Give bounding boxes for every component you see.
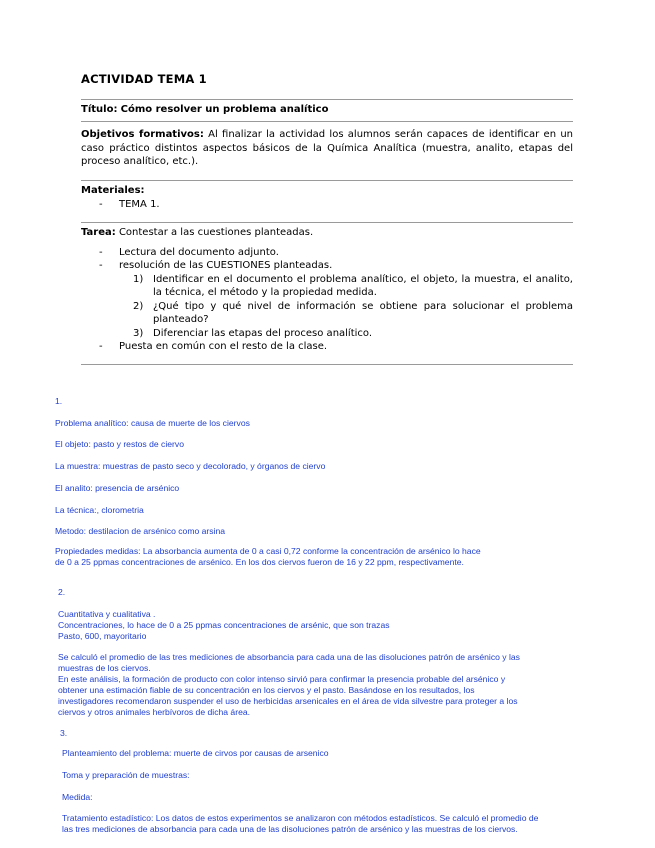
divider: [81, 121, 573, 122]
list-text: ¿Qué tipo y qué nivel de información se obtiene para solucionar el problema planteado?: [153, 300, 573, 325]
tarea-text: Contestar a las cuestiones planteadas.: [118, 227, 314, 238]
list-number: 2): [133, 300, 144, 312]
answer-2-line: Pasto, 600, mayoritario: [58, 631, 147, 641]
answer-2-paragraph: En este análisis, la formación de producto con color intenso sirvió para confirmar la presencia probable del arsénico y: [58, 674, 506, 684]
answer-problema: Problema analítico: causa de muerte de los ciervos: [55, 418, 250, 428]
answer-2-paragraph: investigadores recomendaron suspender el uso de herbicidas arsenicales en el área de vida silvestre para proteger a los: [58, 696, 518, 706]
titulo-row: [81, 103, 573, 117]
section-3-number: 3.: [60, 728, 68, 738]
answer-2-paragraph: muestras de los ciervos.: [58, 663, 151, 673]
answer-medida: Medida:: [62, 792, 93, 802]
answer-propiedades-1: Propiedades medidas: La absorbancia aumenta de 0 a casi 0,72 conforme la concentración de arsénico lo hace: [55, 546, 481, 556]
answer-tratamiento-1: Tratamiento estadístico: Los datos de estos experimentos se analizaron con métodos estadísticos. Se calculó el promedio de: [62, 813, 539, 823]
list-number: 3): [133, 327, 144, 339]
divider: [81, 180, 573, 181]
list-number: 1): [133, 273, 144, 285]
divider: [81, 222, 573, 223]
divider: [81, 364, 573, 365]
list-item: - Puesta en común con el resto de la clase.: [81, 340, 573, 354]
tarea-block: [81, 226, 573, 354]
materiales-block: [81, 184, 573, 211]
answer-2-paragraph: Se calculó el promedio de las tres mediciones de absorbancia para cada una de las disoluciones patrón de arsénico y las: [58, 652, 520, 662]
objetivos-block: [81, 128, 573, 169]
list-item: [81, 273, 573, 300]
tarea-list: [81, 246, 573, 273]
tarea-list-end: [81, 340, 573, 354]
answer-toma: Toma y preparación de muestras:: [62, 770, 190, 780]
list-item: [81, 300, 573, 327]
tarea-label: Tarea:: [81, 227, 116, 238]
answer-tecnica: La técnica:, clorometria: [55, 505, 144, 515]
answer-metodo: Metodo: destilacion de arsénico como arsina: [55, 526, 226, 536]
answer-2-paragraph: obtener una estimación fiable de su concentración en los ciervos y el pasto. Basándose en los resultados, los: [58, 685, 475, 695]
section-2-number: 2.: [58, 587, 66, 597]
list-item: - resolución de las CUESTIONES planteadas.: [81, 259, 573, 273]
answer-2-line: Cuantitativa y cualitativa .: [58, 609, 156, 619]
materiales-list: [81, 198, 573, 212]
materiales-label: Materiales:: [81, 185, 145, 196]
answer-propiedades-2: de 0 a 25 ppmas concentraciones de arsénico. En los dos ciervos fueron de 16 y 22 ppm, respectivamente.: [55, 557, 464, 567]
list-item: [81, 327, 573, 341]
list-item: - Lectura del documento adjunto.: [81, 246, 573, 260]
cuestiones-list: [81, 273, 573, 341]
list-text: Diferenciar las etapas del proceso analítico.: [153, 327, 373, 339]
titulo-value: Cómo resolver un problema analítico: [120, 104, 329, 115]
answer-2-paragraph: ciervos y otros animales herbívoros de dicha área.: [58, 707, 251, 717]
activity-title: ACTIVIDAD TEMA 1: [81, 72, 207, 86]
objetivos-text: Al finalizar la actividad los alumnos serán capaces de identificar en un caso práctico distintos aspectos básicos de la Química Analítica (muestra, analito, etapas del proceso analítico, etc.).: [81, 129, 573, 167]
answer-objeto: El objeto: pasto y restos de ciervo: [55, 439, 184, 449]
objetivos-label: Objetivos formativos:: [81, 129, 204, 140]
list-text: Identificar en el documento el problema analítico, el objeto, la muestra, el analito, la técnica, el método y la propiedad medida.: [153, 273, 573, 298]
answer-2-line: Concentraciones, lo hace de 0 a 25 ppmas concentraciones de arsénic, que son trazas: [58, 620, 390, 630]
answer-tratamiento-2: las tres mediciones de absorbancia para cada una de las disoluciones patrón de arsénico y las muestras de los ciervos.: [62, 824, 518, 834]
section-1-number: 1.: [55, 396, 63, 406]
answer-muestra: La muestra: muestras de pasto seco y decolorado, y órganos de ciervo: [55, 461, 326, 471]
divider: [81, 99, 573, 100]
answer-analito: El analito: presencia de arsénico: [55, 483, 180, 493]
titulo-label: Título:: [81, 104, 118, 115]
answer-planteamiento: Planteamiento del problema: muerte de cirvos por causas de arsenico: [62, 748, 329, 758]
list-item: - TEMA 1.: [81, 198, 573, 212]
